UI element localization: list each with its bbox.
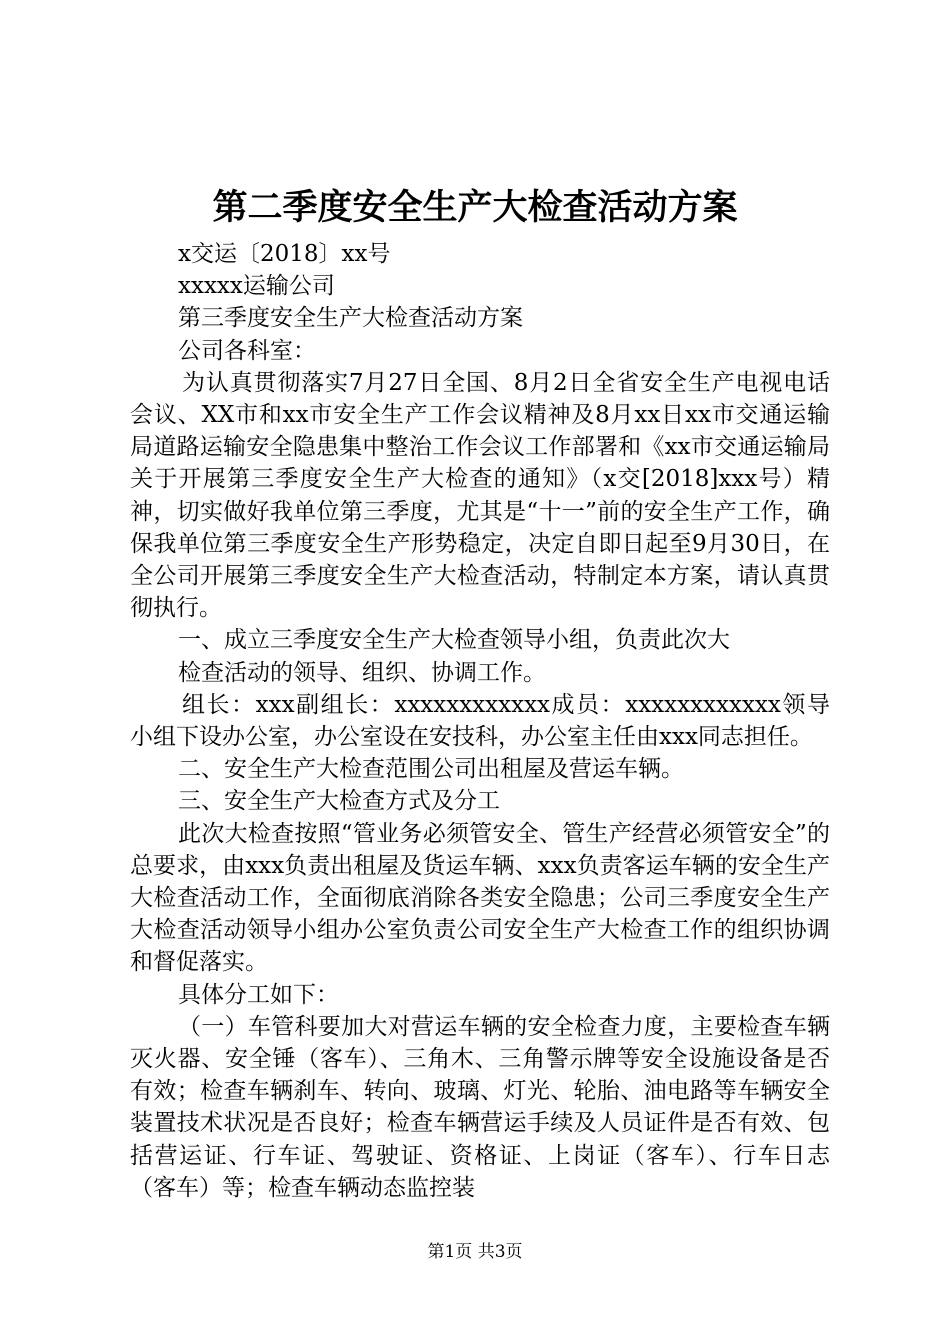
document-title: 第二季度安全生产大检查活动方案 [212, 187, 738, 228]
paragraph-leadership: 组长：xxx副组长：xxxxxxxxxxxx成员：xxxxxxxxxxxx领导小组下设办公室，办公室设在安技科，办公室主任由xxx同志担任。 [130, 691, 830, 751]
section-1-heading: 一、成立三季度安全生产大检查领导小组，负责此次大 [178, 627, 730, 654]
section-1-continuation: 检查活动的领导、组织、协调工作。 [178, 659, 546, 686]
paragraph-vehicle-inspection: （一）车管科要加大对营运车辆的安全检查力度，主要检查车辆灭火器、安全锤（客车）、三角木、三角警示牌等安全设施设备是否有效；检查车辆刹车、转向、玻璃、灯光、轮胎、油电路等车辆安全装置技术状况是否良好；检查车辆营运手续及人员证件是否有效、包括营运证、行车证、驾驶证、资格证、上岗证（客车）、行车日志（客车）等；检查车辆动态监控装 [130, 1013, 830, 1201]
plan-subtitle: 第三季度安全生产大检查活动方案 [178, 305, 523, 332]
company-name: xxxxx运输公司 [178, 273, 335, 300]
document-body [130, 238, 830, 1204]
paragraph-intro: 为认真贯彻落实7月27日全国、8月2日全省安全生产电视电话会议、XX市和xx市安全生产工作会议精神及8月xx日xx市交通运输局道路运输安全隐患集中整治工作会议工作部署和《xx市交通运输局关于开展第三季度安全生产大检查的通知》（x交[2018]xxx号）精神，切实做好我单位第三季度，尤其是“十一”前的安全生产工作，确保我单位第三季度安全生产形势稳定，决定自即日起至9月30日，在全公司开展第三季度安全生产大检查活动，特制定本方案，请认真贯彻执行。 [130, 369, 830, 622]
document-number: x交运〔2018〕xx号 [178, 241, 391, 267]
section-3-heading: 三、安全生产大检查方式及分工 [178, 788, 500, 815]
paragraph-inspection-method: 此次大检查按照“管业务必须管安全、管生产经营必须管安全”的总要求，由xxx负责出租屋及货运车辆、xxx负责客运车辆的安全生产大检查活动工作，全面彻底消除各类安全隐患；公司三季度安全生产大检查活动领导小组办公室负责公司安全生产大检查工作的组织协调和督促落实。 [130, 820, 830, 976]
section-2-heading: 二、安全生产大检查范围公司出租屋及营运车辆。 [178, 756, 684, 783]
division-intro: 具体分工如下： [178, 981, 339, 1008]
salutation: 公司各科室： [178, 337, 316, 364]
page-number: 第1页 共3页 [427, 1242, 523, 1262]
